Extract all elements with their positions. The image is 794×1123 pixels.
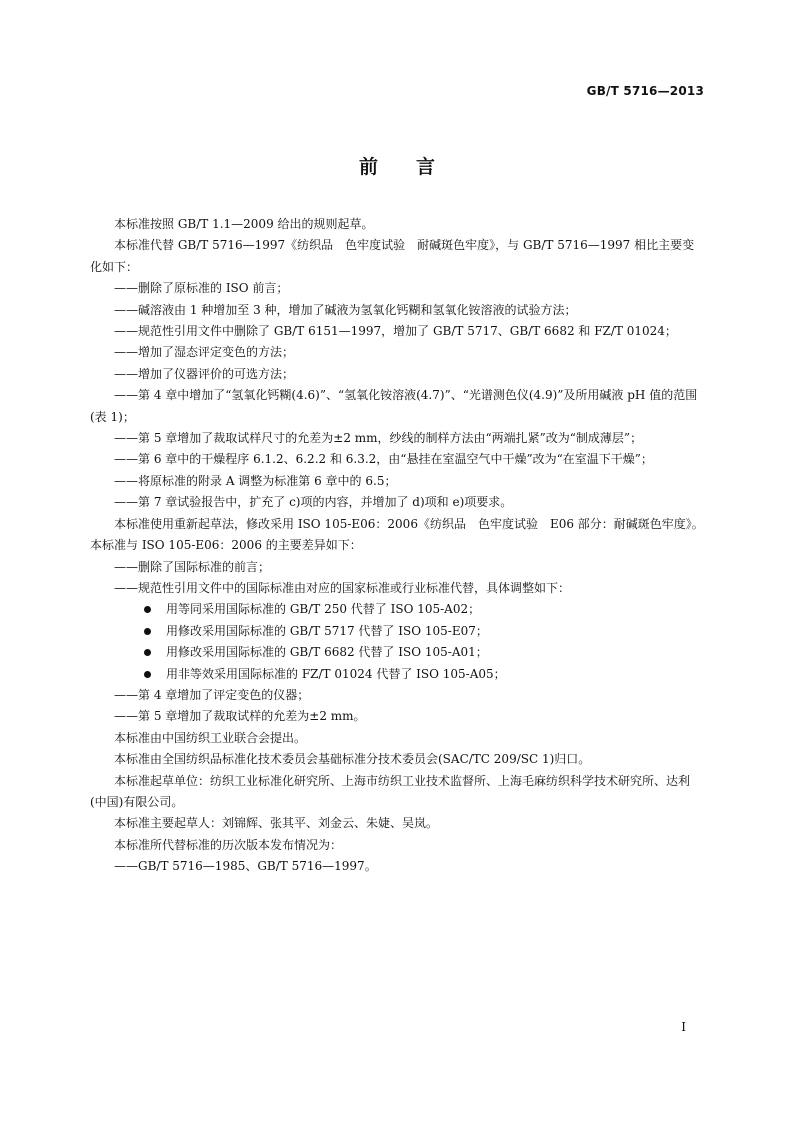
- list-item: ——第 7 章试验报告中，扩充了 c)项的内容，并增加了 d)项和 e)项要求。: [114, 495, 513, 510]
- page-number: I: [681, 1020, 686, 1034]
- standard-number: GB/T 5716—2013: [586, 84, 704, 98]
- list-item: ——规范性引用文件中的国际标准由对应的国家标准或行业标准代替，具体调整如下：: [114, 580, 571, 595]
- bullet-dot-icon: [144, 628, 151, 635]
- bullet-text: 用修改采用国际标准的 GB/T 5717 代替了 ISO 105-E07；: [166, 623, 488, 638]
- bullet-item: [90, 621, 704, 642]
- list-item: ——第 5 章增加了裁取试样尺寸的允差为±2 mm，纱线的制样方法由“两端扎紧”改为“制成薄层”；: [114, 431, 643, 446]
- list-item: ——第 6 章中的干燥程序 6.1.2、6.2.2 和 6.3.2，由“悬挂在室温空气中干燥”改为“在室温下干燥”；: [114, 452, 653, 467]
- bullet-item: [90, 599, 704, 620]
- list-item: ——GB/T 5716—1985、GB/T 5716—1997。: [114, 859, 377, 874]
- list-item: ——删除了国际标准的前言；: [114, 559, 271, 574]
- paragraph: 本标准代替 GB/T 5716—1997《纺织品 色牢度试验 耐碱斑色牢度》，与 GB/T 5716—1997 相比主要变化如下：: [90, 238, 695, 274]
- paragraph: 本标准由中国纺织工业联合会提出。: [114, 730, 307, 745]
- paragraph: 本标准按照 GB/T 1.1—2009 给出的规则起草。: [114, 217, 374, 231]
- list-item: ——第 4 章增加了评定变色的仪器；: [114, 687, 310, 702]
- bullet-text: 用等同采用国际标准的 GB/T 250 代替了 ISO 105-A02；: [166, 602, 481, 617]
- list-item: ——第 5 章增加了裁取试样的允差为±2 mm。: [114, 709, 366, 724]
- bullet-dot-icon: [144, 671, 151, 678]
- list-item: ——第 4 章中增加了“氢氧化钙糊(4.6)”、“氢氧化铵溶液(4.7)”、“光谱测色仪(4.9)”及所用碱液 pH 值的范围(表 1)；: [90, 388, 698, 424]
- bullet-text: 用修改采用国际标准的 GB/T 6682 代替了 ISO 105-A01；: [166, 645, 488, 660]
- page-title: 前言: [358, 156, 473, 178]
- list-item: ——碱溶液由 1 种增加至 3 种，增加了碱液为氢氧化钙糊和氢氧化铵溶液的试验方法；: [114, 302, 577, 317]
- bullet-item: [90, 664, 704, 685]
- bullet-text: 用非等效采用国际标准的 FZ/T 01024 代替了 ISO 105-A05；: [166, 666, 506, 681]
- paragraph: 本标准使用重新起草法，修改采用 ISO 105-E06：2006《纺织品 色牢度试验 E06 部分：耐碱斑色牢度》。本标准与 ISO 105-E06：2006 的主要差异如下：: [90, 516, 704, 553]
- bullet-item: [90, 642, 704, 663]
- list-item: ——增加了仪器评价的可选方法；: [114, 366, 295, 381]
- paragraph: 本标准所代替标准的历次版本发布情况为：: [114, 837, 343, 852]
- paragraph: 本标准主要起草人：刘锦辉、张其平、刘金云、朱婕、吴岚。: [114, 816, 439, 831]
- list-item: ——删除了原标准的 ISO 前言；: [114, 281, 289, 296]
- document-body: [90, 214, 704, 878]
- list-item: ——将原标准的附录 A 调整为标准第 6 章中的 6.5；: [114, 473, 397, 488]
- paragraph: 本标准由全国纺织品标准化技术委员会基础标准分技术委员会(SAC/TC 209/SC 1)归口。: [114, 752, 591, 767]
- list-item: ——增加了湿态评定变色的方法；: [114, 345, 295, 360]
- list-item: ——规范性引用文件中删除了 GB/T 6151—1997，增加了 GB/T 5717、GB/T 6682 和 FZ/T 01024；: [114, 324, 677, 339]
- paragraph: 本标准起草单位：纺织工业标准化研究所、上海市纺织工业技术监督所、上海毛麻纺织科学技术研究所、达利(中国)有限公司。: [90, 773, 691, 809]
